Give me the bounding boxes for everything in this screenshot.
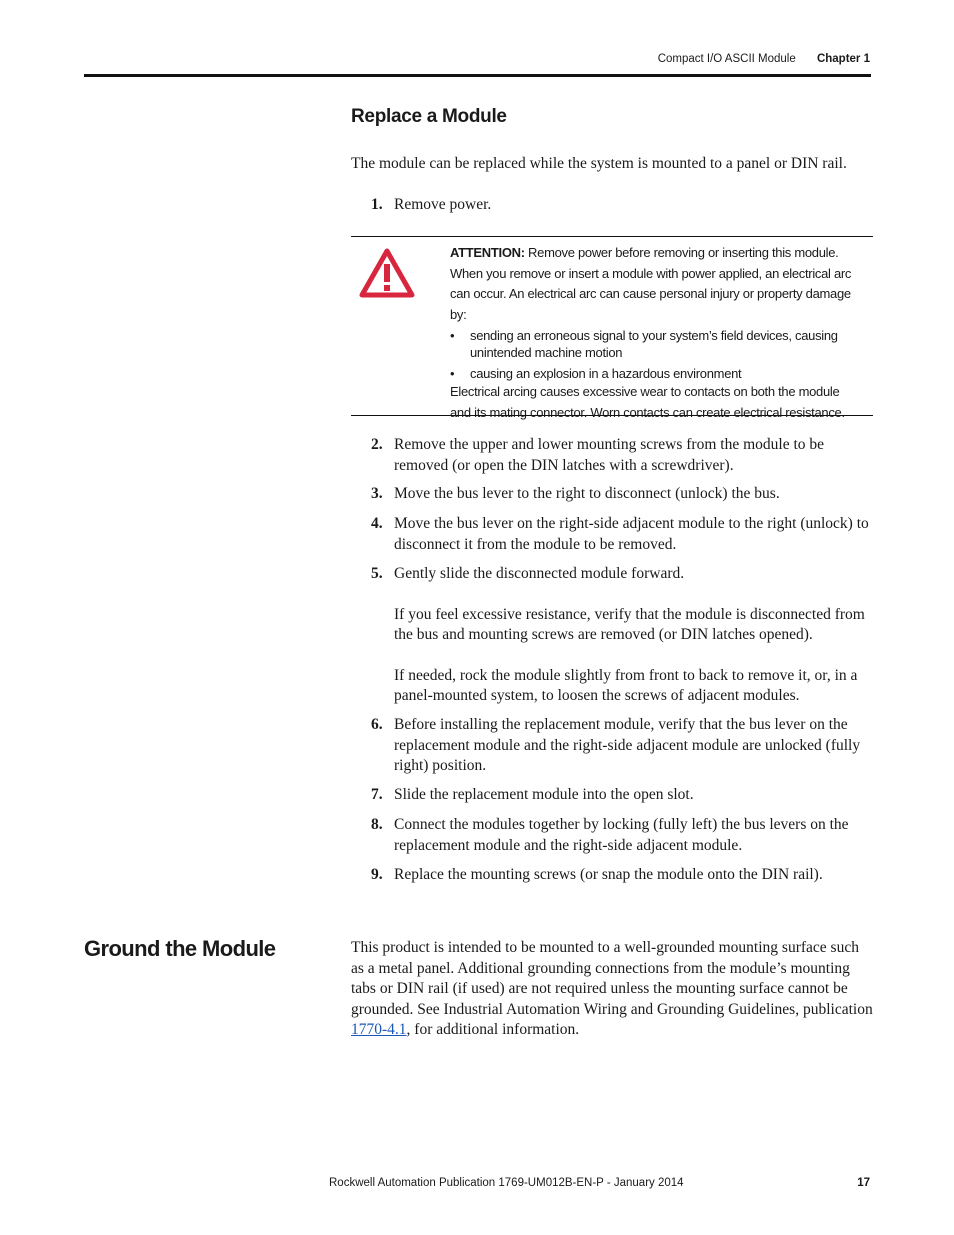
- step-number: 4.: [371, 515, 383, 532]
- step-8: [371, 815, 871, 856]
- header-title: Compact I/O ASCII Module: [657, 53, 796, 65]
- bullet-text: sending an erroneous signal to your system’s field devices, causing unintended machine motion: [470, 328, 838, 360]
- header-rule: [84, 74, 871, 77]
- step-number: 9.: [371, 866, 383, 883]
- step-text: Remove power.: [394, 196, 492, 213]
- step-note: If needed, rock the module slightly from front to back to remove it, or, in a panel-mounted system, to loosen the screws of adjacent modules.: [394, 666, 858, 704]
- step-text: Replace the mounting screws (or snap the module onto the DIN rail).: [394, 866, 823, 883]
- step-number: 8.: [371, 816, 383, 833]
- attention-bullets: [450, 327, 862, 382]
- ground-paragraph: [351, 938, 873, 1041]
- step-number: 7.: [371, 786, 383, 803]
- bullet-text: causing an explosion in a hazardous environment: [470, 366, 742, 381]
- section-heading-replace-module: Replace a Module: [351, 106, 507, 127]
- attention-label: ATTENTION:: [450, 245, 525, 260]
- ground-text: This product is intended to be mounted to a well-grounded mounting surface such as a metal panel. Additional grounding connections from the module’s mounting tabs or DIN rail (if used) are not required unless the mounting surface cannot be grounded. See Industrial Automation Wiring and Grounding Guidelines, publication: [351, 939, 873, 1018]
- step-text: Connect the modules together by locking (fully left) the bus levers on the replacement module and the right-side adjacent module.: [394, 816, 849, 854]
- step-9: [371, 865, 871, 886]
- step-number: 6.: [371, 716, 383, 733]
- step-text: Move the bus lever on the right-side adjacent module to the right (unlock) to disconnect it from the module to be removed.: [394, 515, 869, 553]
- footer-publication: Rockwell Automation Publication 1769-UM012B-EN-P - January 2014: [329, 1177, 684, 1189]
- step-4: [371, 514, 871, 555]
- step-text: Remove the upper and lower mounting screws from the module to be removed (or open the DIN latches with a screwdriver).: [394, 436, 825, 474]
- attention-box: [351, 236, 873, 420]
- list-item: [450, 327, 862, 361]
- step-2: [371, 435, 871, 476]
- step-text: Slide the replacement module into the open slot.: [394, 786, 694, 803]
- step-number: 3.: [371, 485, 383, 502]
- page-number: 17: [857, 1177, 870, 1189]
- step-1: [371, 195, 871, 216]
- bullet-marker: •: [450, 328, 455, 343]
- step-3: [371, 484, 871, 505]
- running-header: [658, 53, 870, 65]
- step-number: 1.: [371, 196, 383, 213]
- attention-text: [450, 243, 862, 423]
- step-7: [371, 785, 871, 806]
- step-text: Gently slide the disconnected module forward.: [394, 565, 685, 582]
- step-note: If you feel excessive resistance, verify that the module is disconnected from the bus and mounting screws are removed (or DIN latches opened).: [394, 605, 865, 643]
- ground-text-end: , for additional information.: [406, 1021, 580, 1038]
- step-number: 5.: [371, 565, 383, 582]
- publication-link[interactable]: 1770-4.1: [351, 1021, 407, 1038]
- step-6: [371, 715, 871, 777]
- step-number: 2.: [371, 436, 383, 453]
- warning-triangle-icon: [359, 247, 415, 299]
- step-text: Move the bus lever to the right to disconnect (unlock) the bus.: [394, 485, 780, 502]
- section-intro: The module can be replaced while the system is mounted to a panel or DIN rail.: [351, 155, 847, 172]
- attention-message: Remove power before removing or inserting this module. When you remove or insert a module with power applied, an electrical arc can occur. An electrical arc can cause personal injury or property damage by:: [450, 245, 852, 322]
- list-item: [450, 365, 862, 382]
- header-chapter: Chapter 1: [816, 53, 870, 65]
- attention-closing: Electrical arcing causes excessive wear to contacts on both the module and its mating connector. Worn contacts can create electrical resistance.: [450, 384, 845, 420]
- attention-paragraph: [450, 243, 862, 325]
- bullet-marker: •: [450, 366, 455, 381]
- step-text: Before installing the replacement module, verify that the bus lever on the replacement module and the right-side adjacent module are unlocked (fully right) position.: [394, 716, 861, 774]
- section-heading-ground-module: Ground the Module: [84, 936, 276, 961]
- step-5: [371, 564, 871, 707]
